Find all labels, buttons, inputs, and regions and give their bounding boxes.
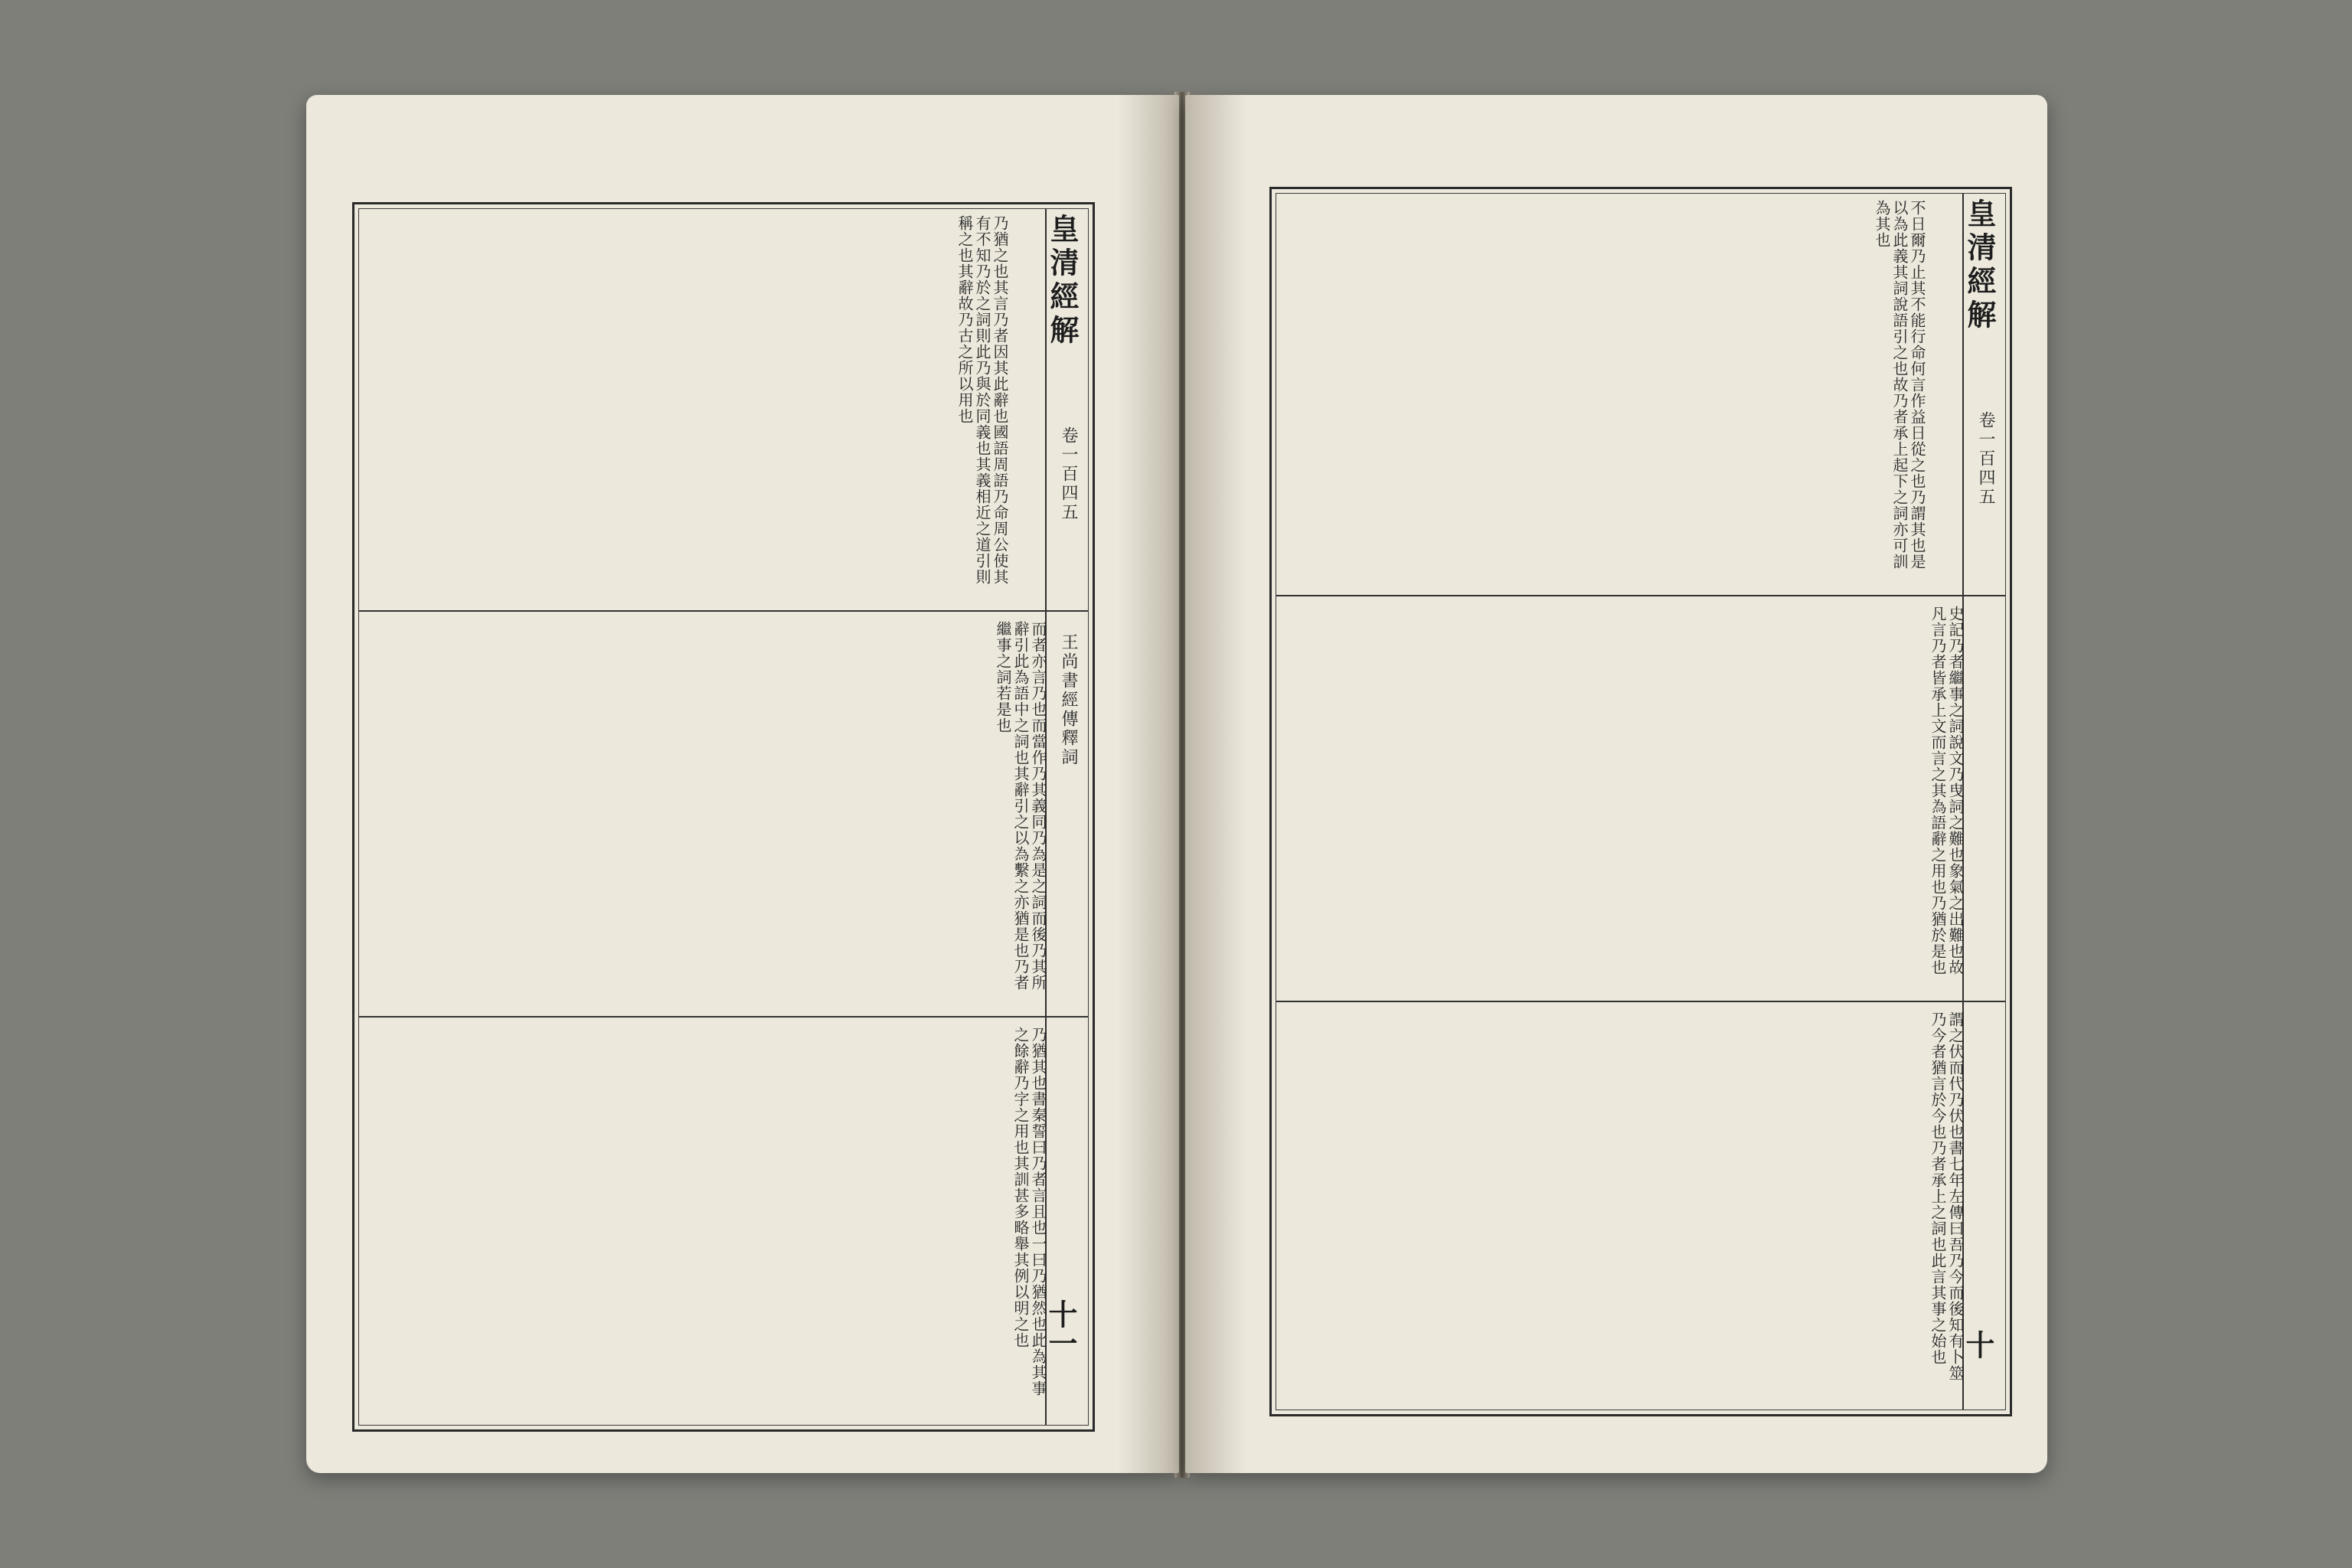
- right-page-frame: [1269, 187, 2012, 1416]
- register-divider: [1276, 1001, 2005, 1002]
- register-divider: [1276, 595, 2005, 596]
- right-page-header: 皇清經解: [1962, 198, 1997, 333]
- left-page-number: 十一: [1044, 1299, 1078, 1357]
- left-page: [306, 95, 1179, 1473]
- left-text-register-1: 乃猶之也其言乃者因其此辭也國語周語乃命周公使其有不知乃於之詞則此乃與於同義也其義相近之道引則稱之也其辭故乃古之所以用也: [956, 215, 1009, 585]
- right-page-number: 十: [1961, 1330, 1995, 1359]
- left-page-volume-label: 卷一百四五: [1059, 426, 1078, 522]
- register-divider: [359, 1016, 1088, 1018]
- left-page-header: 皇清經解: [1045, 214, 1080, 348]
- right-page-volume-label: 卷一百四五: [1976, 411, 1995, 507]
- left-page-frame: [352, 202, 1095, 1432]
- left-page-subtitle: 王尚書經傳釋詞: [1059, 633, 1078, 767]
- right-text-register-2: 史記乃者繼事之詞說文乃曳詞之難也象氣之出難也故凡言乃者皆承上文而言之其為語辭之用也乃猶於是也: [1929, 606, 1965, 975]
- left-text-register-3: 乃猶其也書秦誓曰乃者言且也一曰乃猶然也此為其事之餘辭乃字之用也其訓甚多略舉其例以明之也: [1011, 1027, 1047, 1396]
- left-text-register-2: 而者亦言乃也而當作乃其義同乃為是之詞而後乃其所辭引此為語中之詞也其辭引之以為繫之亦猶是也乃者繼事之詞若是也: [994, 621, 1047, 991]
- right-text-register-3: 謂之伏而代乃伏也書七年左傳曰吾乃今而後知有卜筮乃今者猶言於今也乃者承上之詞也此言其事之始也: [1929, 1011, 1965, 1381]
- right-text-register-1: 不日爾乃止其不能行命何言作益日從之也乃謂其也是以為此義其詞說語引之也故乃者承上起下之詞亦可訓為其也: [1873, 200, 1926, 570]
- register-divider: [359, 610, 1088, 612]
- right-page: [1185, 95, 2047, 1473]
- open-book: [306, 84, 2047, 1485]
